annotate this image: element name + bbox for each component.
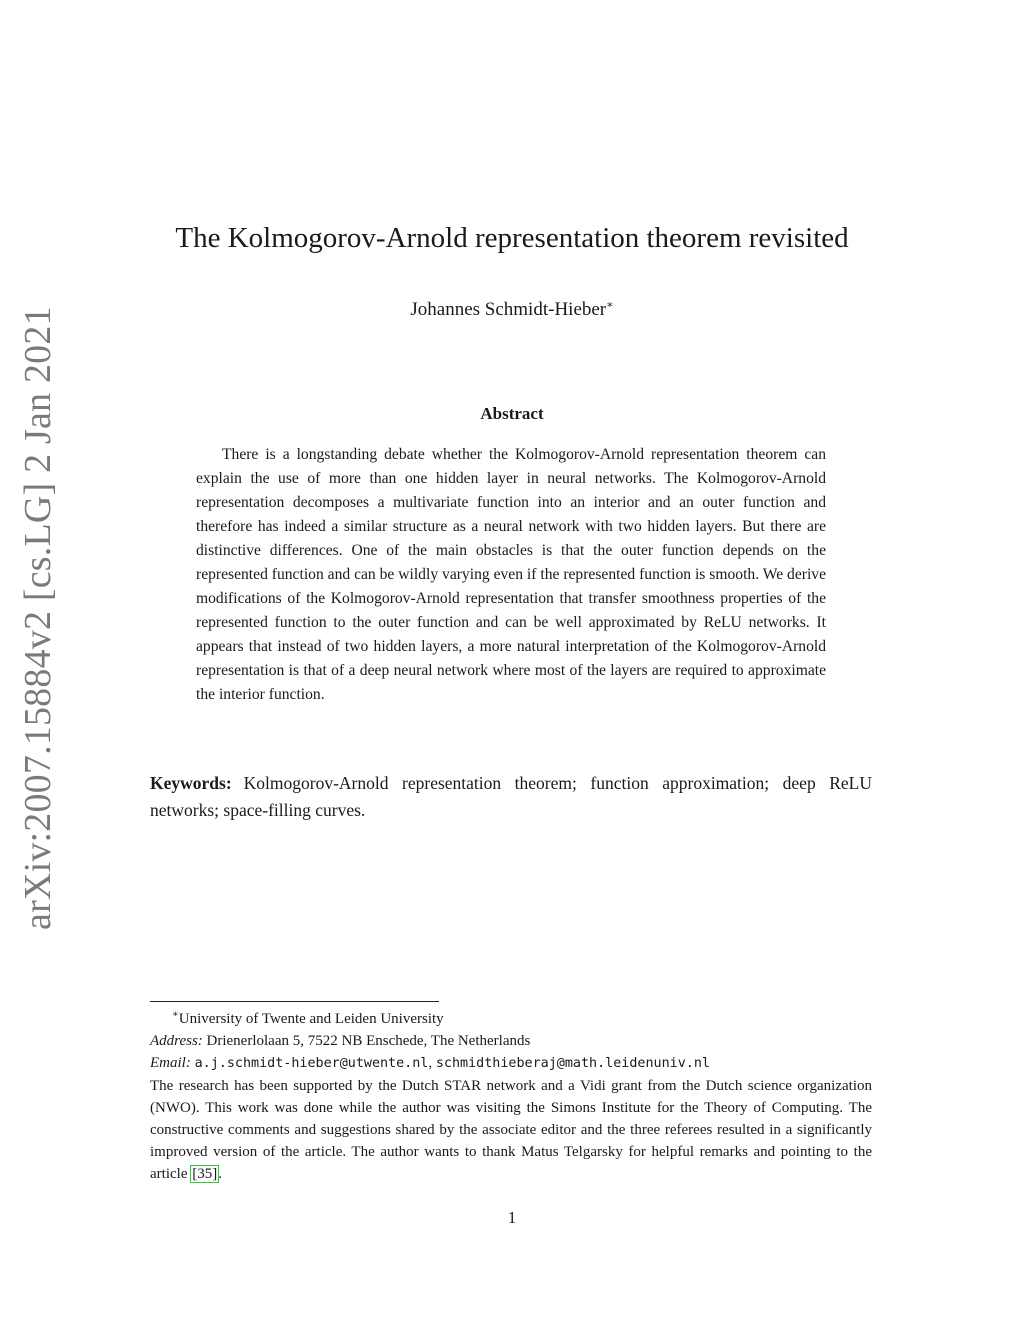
- email-link-utwente[interactable]: a.j.schmidt-hieber@utwente.nl: [194, 1056, 429, 1071]
- abstract-heading: Abstract: [480, 404, 544, 423]
- footnote-email: [150, 1052, 872, 1075]
- paper-title: The Kolmogorov-Arnold representation theorem revisited: [175, 222, 849, 254]
- address-label: Address:: [150, 1033, 203, 1049]
- citation-link-35[interactable]: [35]: [192, 1166, 218, 1182]
- affiliation-mark: ∗: [172, 1009, 179, 1020]
- footnote-address: [150, 1030, 872, 1052]
- affiliation-text: University of Twente and Leiden University: [178, 1011, 444, 1027]
- arxiv-identifier-stamp: arXiv:2007.15884v2 [cs.LG] 2 Jan 2021: [17, 306, 59, 930]
- footnote-funding: [150, 1075, 872, 1185]
- address-text: Drienerlolaan 5, 7522 NB Enschede, The Netherlands: [206, 1033, 531, 1049]
- author-footnote-mark[interactable]: ∗: [606, 299, 614, 311]
- footnote-divider: [150, 1001, 439, 1002]
- abstract-text: There is a longstanding debate whether the Kolmogorov-Arnold representation theorem can explain the use of more than one hidden layer in neural networks. The Kolmogorov-Arnold representation decomposes a multivariate function into an interior and an outer function and therefore has indeed a similar structure as a neural network with two hidden layers. But there are distinctive differences. One of the main obstacles is that the outer function depends on the represented function and can be wildly varying even if the represented function is smooth. We derive modifications of the Kolmogorov-Arnold representation that transfer smoothness properties of the represented function to the outer function and can be well approximated by ReLU networks. It appears that instead of two hidden layers, a more natural interpretation of the Kolmogorov-Arnold representation is that of a deep neural network where most of the layers are required to approximate the interior function.: [196, 446, 826, 703]
- author-line: [0, 298, 1024, 321]
- funding-text: The research has been supported by the Dutch STAR network and a Vidi grant from the Dutch science organization (NWO). This work was done while the author was visiting the Simons Institute for the Theory of Computing. The constructive comments and suggestions shared by the associate editor and the three referees resulted in a significantly improved version of the article. The author wants to thank Matus Telgarsky for helpful remarks and pointing to the article: [150, 1078, 872, 1182]
- email-link-leiden[interactable]: schmidthieberaj@math.leidenuniv.nl: [435, 1056, 710, 1071]
- author-name: Johannes Schmidt-Hieber: [410, 299, 607, 320]
- keywords-paragraph: [150, 770, 872, 824]
- email-label: Email:: [150, 1055, 191, 1071]
- page-number: 1: [507, 1208, 517, 1227]
- footnote-affiliation: [150, 1004, 872, 1030]
- footnotes: [150, 1004, 872, 1185]
- email-separator: ,: [428, 1055, 433, 1071]
- funding-end: .: [218, 1166, 222, 1182]
- keywords-label: Keywords:: [150, 773, 232, 793]
- keywords-text: Kolmogorov-Arnold representation theorem; function approximation; deep ReLU networks; space-filling curves.: [150, 773, 872, 820]
